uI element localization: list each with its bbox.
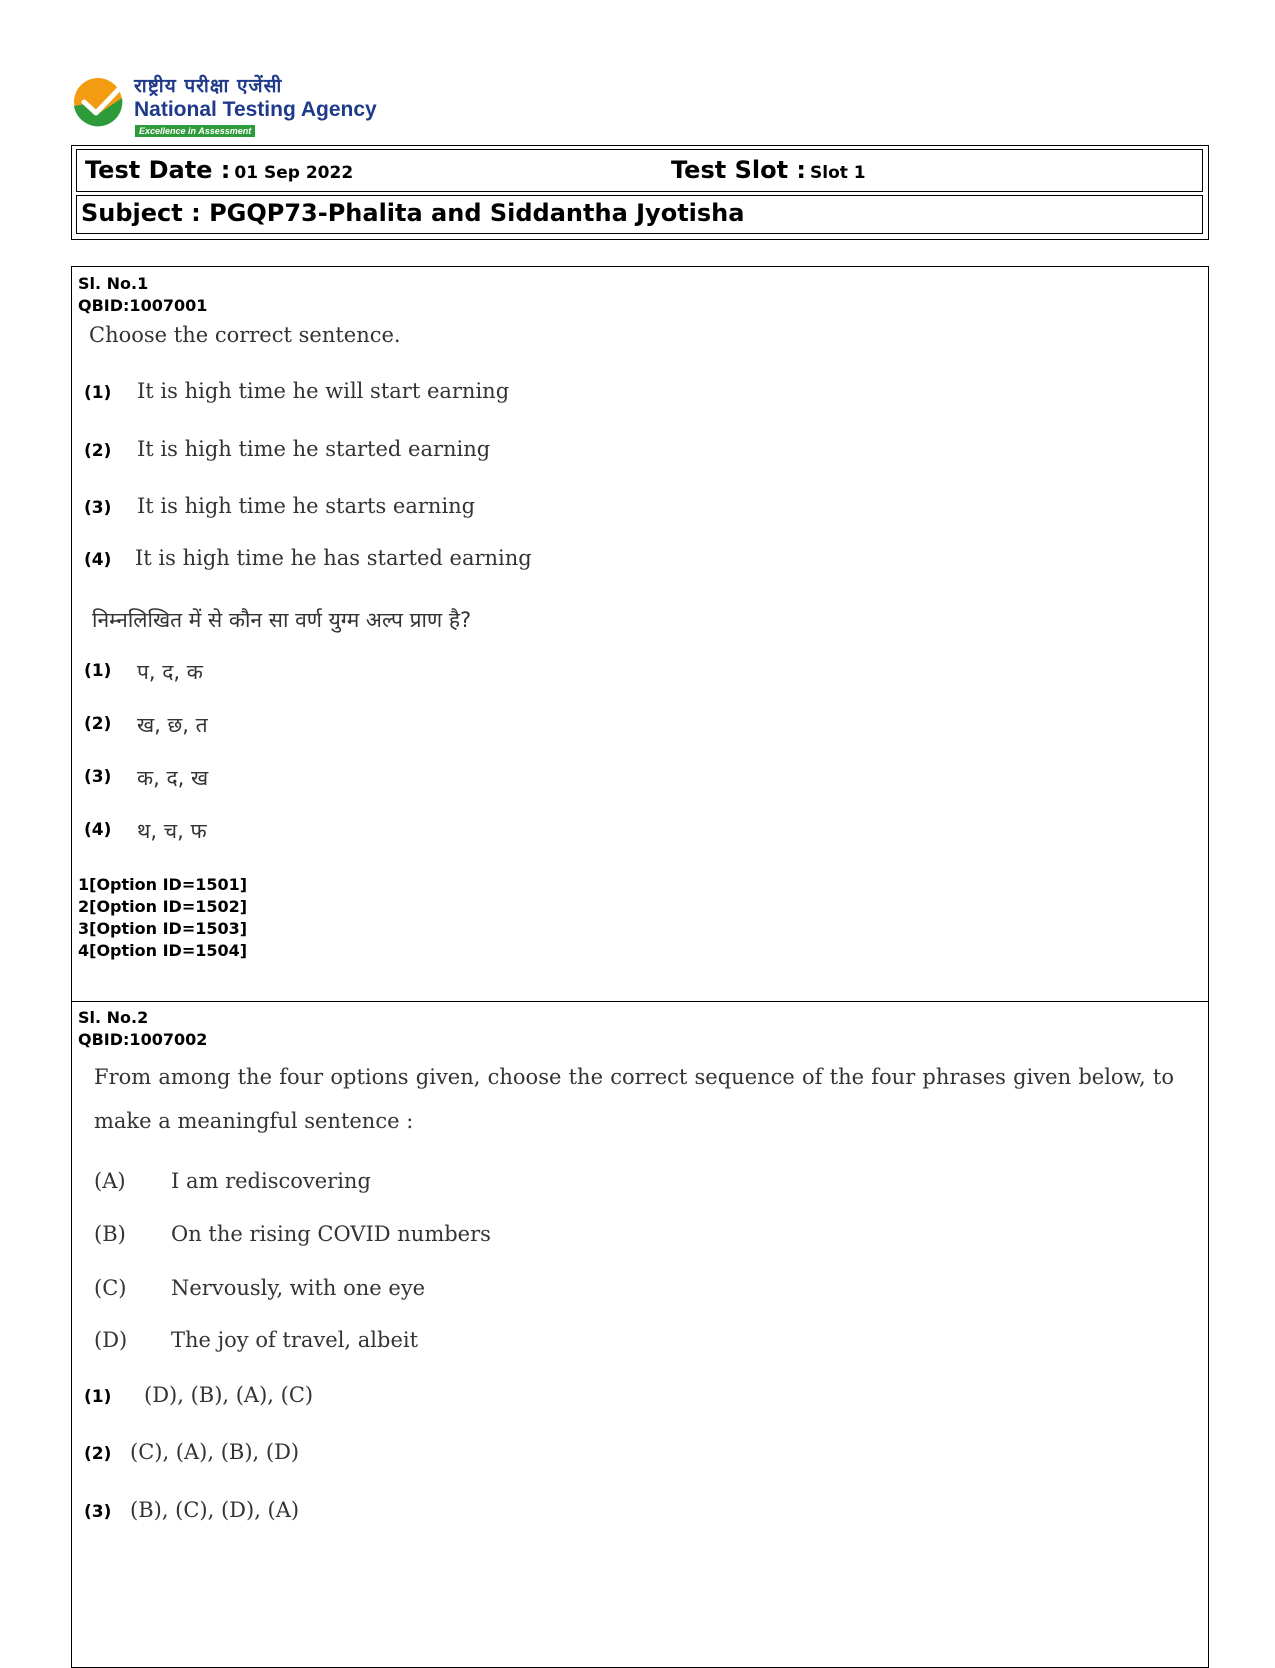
option-id: 2[Option ID=1502]	[78, 897, 248, 916]
sl-no: Sl. No.2	[78, 1008, 149, 1027]
q1-hi-option-2-text: ख, छ, त	[137, 713, 208, 737]
q1-hi-option-3-text: क, द, ख	[137, 766, 209, 790]
option-id: 3[Option ID=1503]	[78, 919, 248, 938]
q1-option-2-num: (2)	[84, 441, 112, 461]
q2-option-3-num: (3)	[84, 1502, 112, 1522]
q1-hi-option-4-num: (4)	[84, 820, 112, 840]
subject-title: Subject : PGQP73-Phalita and Siddantha Jyotisha	[81, 199, 745, 227]
q2-option-2-num: (2)	[84, 1444, 112, 1464]
q1-option-3-num: (3)	[84, 498, 112, 518]
subject-row	[76, 195, 1203, 234]
phrase-b-label: (B)	[94, 1222, 126, 1246]
question-1-meta	[78, 273, 207, 317]
q2-option-3-text: (B), (C), (D), (A)	[130, 1498, 300, 1522]
phrase-a-text: I am rediscovering	[171, 1169, 371, 1193]
sl-no: Sl. No.1	[78, 274, 149, 293]
q1-option-2-text: It is high time he started earning	[137, 437, 491, 461]
test-date-slot-row	[76, 149, 1203, 192]
org-name: National Testing Agency	[134, 98, 377, 121]
nta-check-icon	[72, 76, 124, 128]
qbid: QBID:1007002	[78, 1030, 208, 1049]
question-2-text-en: From among the four options given, choose the correct sequence of the four phrases given below, to make a meaningful sentence :	[94, 1065, 1174, 1133]
question-2-meta	[78, 1007, 207, 1051]
questions-box	[71, 266, 1209, 1668]
q1-option-4-num: (4)	[84, 550, 112, 570]
nta-logo	[72, 70, 412, 140]
org-tagline: Excellence in Assessment	[135, 125, 255, 137]
q1-option-1-num: (1)	[84, 383, 112, 403]
q1-option-1-text: It is high time he will start earning	[137, 379, 510, 403]
q1-option-4-text: It is high time he has started earning	[135, 546, 532, 570]
q2-option-2-text: (C), (A), (B), (D)	[130, 1440, 300, 1464]
question-divider	[72, 1001, 1208, 1002]
question-1-text-en: Choose the correct sentence.	[89, 323, 401, 347]
q2-option-1-text: (D), (B), (A), (C)	[144, 1383, 314, 1407]
test-date-value: 01 Sep 2022	[234, 163, 354, 183]
phrase-b-text: On the rising COVID numbers	[171, 1222, 491, 1246]
test-date-label: Test Date :	[85, 156, 231, 184]
phrase-c-text: Nervously, with one eye	[171, 1276, 426, 1300]
question-1-text-hi: निम्नलिखित में से कौन सा वर्ण युग्म अल्प प्राण है?	[92, 608, 472, 632]
option-id: 4[Option ID=1504]	[78, 941, 248, 960]
q1-hi-option-1-num: (1)	[84, 661, 112, 681]
test-slot	[671, 156, 866, 184]
q1-hi-option-1-text: प, द, क	[137, 660, 203, 684]
q1-hi-option-3-num: (3)	[84, 767, 112, 787]
phrase-c-label: (C)	[94, 1276, 127, 1300]
test-slot-label: Test Slot :	[671, 156, 806, 184]
phrase-a-label: (A)	[94, 1169, 126, 1193]
question-1-option-ids	[78, 874, 247, 962]
q2-option-1-num: (1)	[84, 1387, 112, 1407]
q1-hi-option-4-text: थ, च, फ	[137, 819, 207, 843]
test-info-box	[71, 145, 1209, 240]
test-slot-value: Slot 1	[810, 163, 866, 183]
phrase-d-text: The joy of travel, albeit	[171, 1328, 419, 1352]
phrase-d-label: (D)	[94, 1328, 128, 1352]
q1-option-3-text: It is high time he starts earning	[137, 494, 476, 518]
q1-hi-option-2-num: (2)	[84, 714, 112, 734]
test-date	[85, 156, 353, 184]
org-hindi-name: राष्ट्रीय परीक्षा एजेंसी	[134, 75, 283, 97]
qbid: QBID:1007001	[78, 296, 208, 315]
option-id: 1[Option ID=1501]	[78, 875, 248, 894]
